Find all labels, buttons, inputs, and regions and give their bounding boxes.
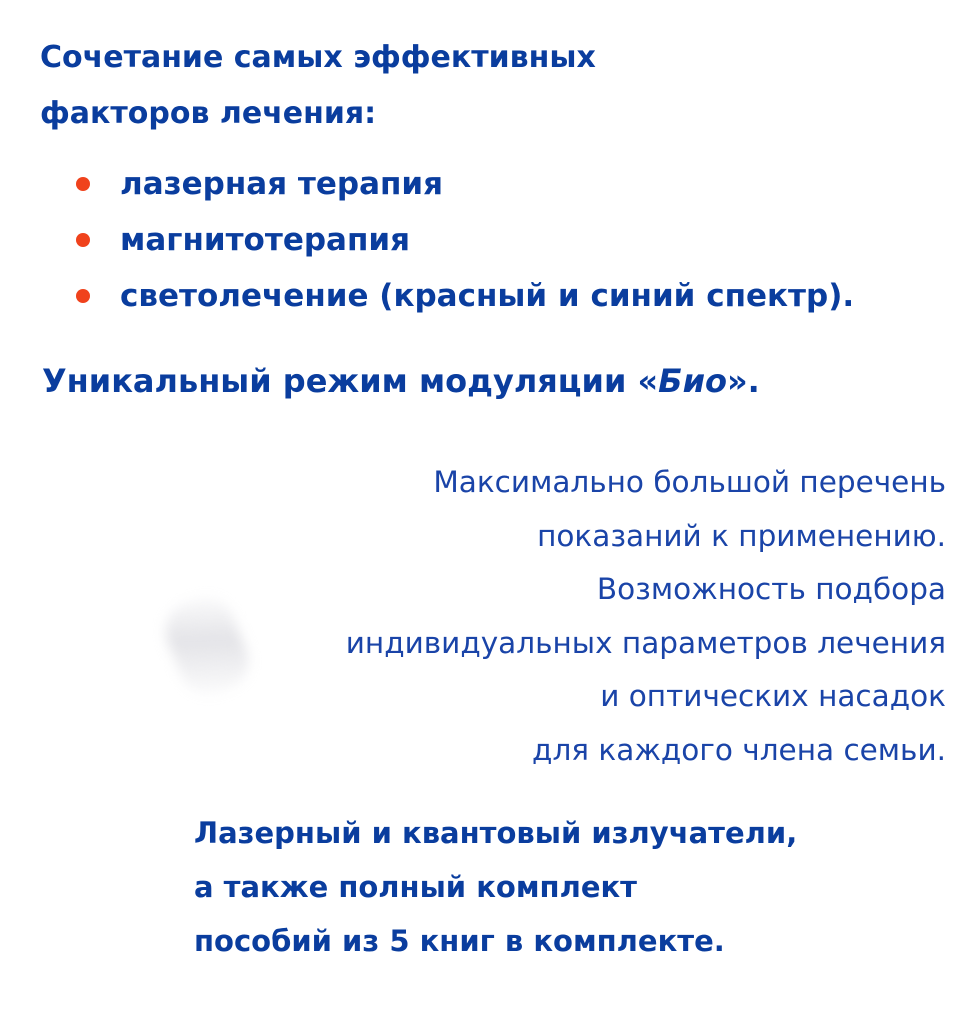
features-paragraph xyxy=(346,456,946,778)
bullet-dot-icon xyxy=(76,177,90,191)
features-line: и оптических насадок xyxy=(600,679,946,714)
unique-mode-prefix: Уникальный режим модуляции « xyxy=(42,362,659,400)
list-item xyxy=(76,212,854,268)
list-item-text: светолечение (красный и синий спектр). xyxy=(120,278,855,314)
heading xyxy=(40,30,596,142)
features-line: показаний к применению. xyxy=(537,518,946,553)
background-smudge xyxy=(157,588,258,703)
unique-mode-line xyxy=(42,356,760,406)
heading-line-1: Сочетание самых эффективных xyxy=(40,40,596,75)
kit-paragraph xyxy=(194,806,797,968)
unique-mode-name: Био xyxy=(658,362,727,400)
bullet-dot-icon xyxy=(76,233,90,247)
heading-line-2: факторов лечения: xyxy=(40,96,377,131)
list-item xyxy=(76,156,854,212)
kit-line: Лазерный и квантовый излучатели, xyxy=(194,816,798,850)
bullet-dot-icon xyxy=(76,289,90,303)
list-item-text: лазерная терапия xyxy=(120,166,444,202)
list-item xyxy=(76,268,854,324)
kit-line: пособий из 5 книг в комплекте. xyxy=(194,924,725,958)
features-line: для каждого члена семьи. xyxy=(532,732,946,767)
treatment-factors-list xyxy=(76,156,854,324)
features-line: индивидуальных параметров лечения xyxy=(345,625,946,660)
list-item-text: магнитотерапия xyxy=(120,222,411,258)
kit-line: а также полный комплект xyxy=(194,870,637,904)
features-line: Возможность подбора xyxy=(596,572,946,607)
features-line: Максимально большой перечень xyxy=(433,465,946,499)
unique-mode-suffix: ». xyxy=(726,362,760,400)
